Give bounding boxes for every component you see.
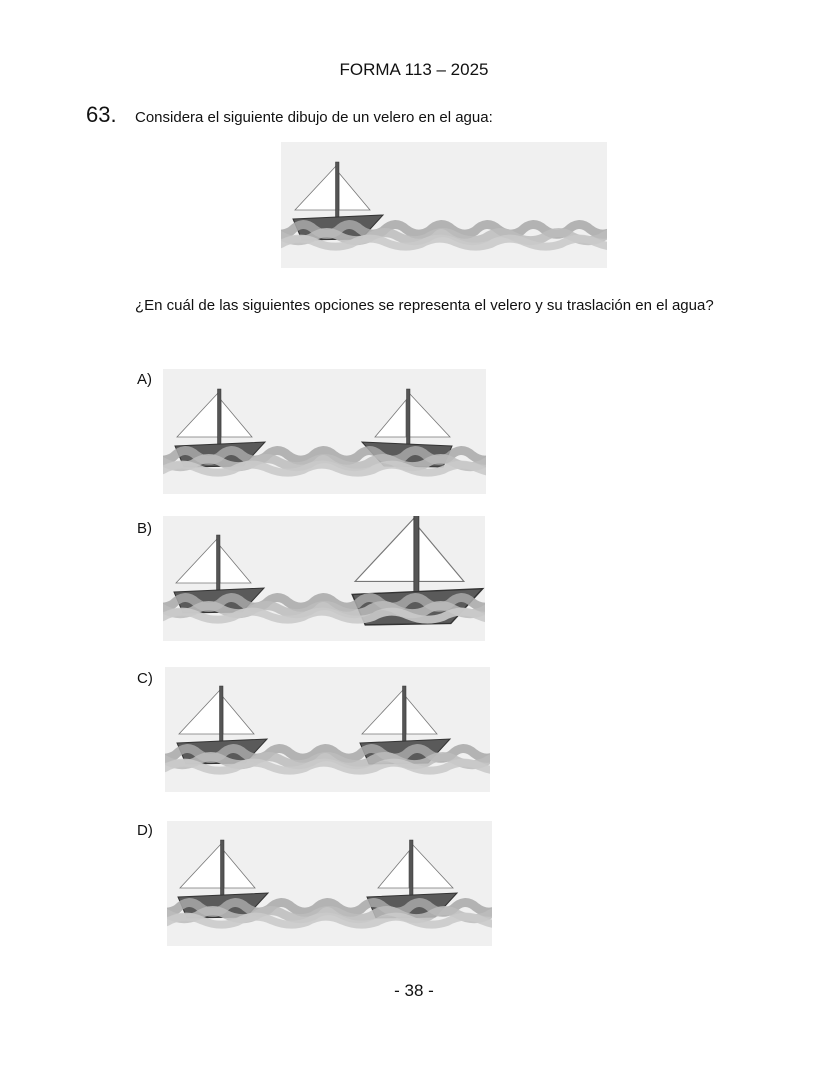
option-a-image[interactable] bbox=[163, 369, 486, 494]
mast-icon bbox=[217, 535, 221, 592]
option-d-label[interactable]: D) bbox=[137, 822, 153, 839]
question-prompt: Considera el siguiente dibujo de un velero en el agua: bbox=[135, 109, 493, 126]
question-text: ¿En cuál de las siguientes opciones se representa el velero y su traslación en el agua? bbox=[135, 297, 714, 314]
option-c-image[interactable] bbox=[165, 667, 490, 792]
page-number: - 38 - bbox=[394, 981, 434, 1000]
mast-icon bbox=[403, 686, 407, 743]
option-c-label[interactable]: C) bbox=[137, 670, 153, 687]
page-header: FORMA 113 – 2025 bbox=[339, 60, 489, 79]
mast-icon bbox=[407, 389, 411, 446]
question-number: 63. bbox=[86, 102, 117, 127]
mast-icon bbox=[414, 516, 419, 594]
sailboat-figure bbox=[281, 142, 607, 268]
mast-icon bbox=[221, 840, 225, 897]
mast-icon bbox=[336, 162, 340, 219]
option-b-image[interactable] bbox=[163, 516, 485, 641]
option-b-label[interactable]: B) bbox=[137, 520, 152, 537]
option-a-label[interactable]: A) bbox=[137, 371, 152, 388]
mast-icon bbox=[218, 389, 222, 446]
mast-icon bbox=[410, 840, 414, 897]
option-d-image[interactable] bbox=[167, 821, 492, 946]
mast-icon bbox=[220, 686, 224, 743]
